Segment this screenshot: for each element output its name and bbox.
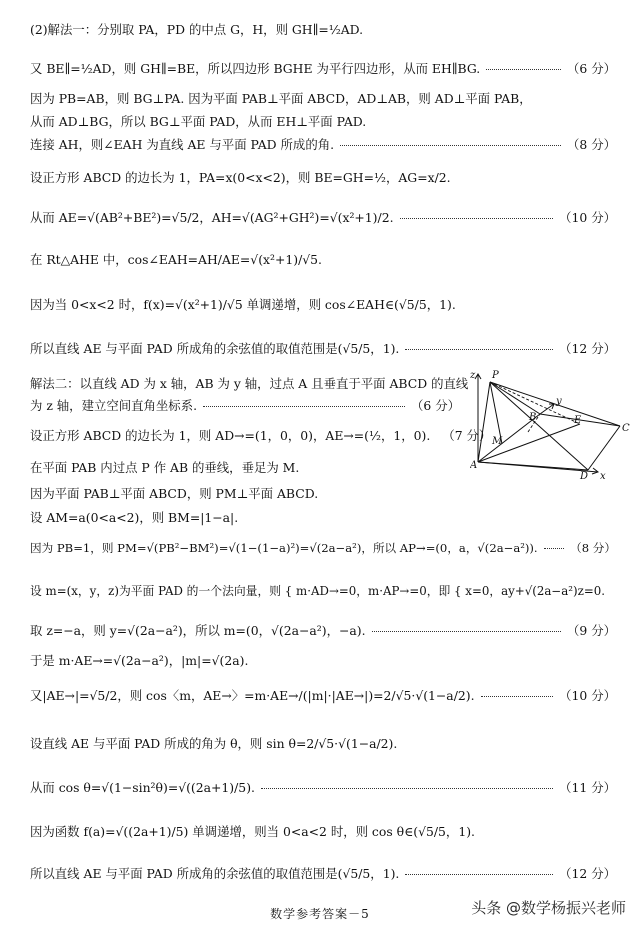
solution-line: 于是 m·AE→=√(2a−a²)，|m|=√(2a). bbox=[30, 653, 249, 668]
axis-label-z: z bbox=[470, 370, 476, 381]
score-label: （10 分） bbox=[559, 688, 616, 703]
solution-line: 又|AE→|=√5/2，则 cos〈m，AE→〉=m·AE→/(|m|·|AE→|)=2/√5·√(1−a/2). （10 分） bbox=[30, 688, 616, 703]
point-label-e: E bbox=[574, 415, 582, 426]
point-label-b: B bbox=[529, 412, 537, 423]
solution-line: 设直线 AE 与平面 PAD 所成的角为 θ，则 sin θ=2/√5·√(1−a/2). bbox=[30, 736, 398, 751]
solution-line: 设正方形 ABCD 的边长为 1，则 AD→=(1，0，0)，AE→=(½，1，0). （7 分） bbox=[30, 428, 492, 443]
solution-line: 因为 PB=AB，则 BG⊥PA. 因为平面 PAB⊥平面 ABCD，AD⊥AB，则 AD⊥平面 PAB， bbox=[30, 91, 532, 106]
score-label: （8 分） bbox=[567, 137, 616, 152]
score-label: （12 分） bbox=[559, 341, 616, 356]
score-label: （7 分） bbox=[442, 428, 492, 443]
axis-label-y: y bbox=[556, 396, 562, 407]
solution-line: 因为 PB=1，则 PM=√(PB²−BM²)=√(1−(1−a)²)=√(2a−a²)，所以 AP→=(0，a，√(2a−a²)). （8 分） bbox=[30, 541, 616, 555]
point-label-a: A bbox=[470, 460, 478, 471]
solution-line: 因为函数 f(a)=√((2a+1)/5) 单调递增，则当 0<a<2 时，则 cos θ∈(√5/5，1). bbox=[30, 824, 475, 839]
solution-line: (2)解法一：分别取 PA，PD 的中点 G，H，则 GH∥=½AD. bbox=[30, 22, 364, 37]
score-label: （6 分） bbox=[567, 61, 616, 76]
solution-line: 设 AM=a(0<a<2)，则 BM=|1−a|. bbox=[30, 510, 239, 525]
solution-line: 因为平面 PAB⊥平面 ABCD，则 PM⊥平面 ABCD. bbox=[30, 486, 319, 501]
solution-line: 因为当 0<x<2 时，f(x)=√(x²+1)/√5 单调递增，则 cos∠EAH∈(√5/5，1). bbox=[30, 297, 456, 312]
solution-line: 设正方形 ABCD 的边长为 1，PA=x(0<x<2)，则 BE=GH=½，AG=x/2. bbox=[30, 170, 451, 185]
score-label: （8 分） bbox=[570, 541, 616, 555]
solution-line: 设 m=(x，y，z)为平面 PAD 的一个法向量，则 { m·AD→=0，m·AP→=0，即 { x=0，ay+√(2a−a²)z=0. bbox=[30, 584, 605, 598]
geometry-figure bbox=[470, 368, 638, 480]
solution-line: 在 Rt△AHE 中，cos∠EAH=AH/AE=√(x²+1)/√5. bbox=[30, 252, 322, 267]
watermark: 头条 @数学杨振兴老师 bbox=[471, 899, 626, 917]
point-label-m: M bbox=[492, 436, 503, 447]
score-label: （10 分） bbox=[559, 210, 616, 225]
solution-line: 取 z=−a，则 y=√(2a−a²)，所以 m=(0，√(2a−a²)，−a). （9 分） bbox=[30, 623, 616, 638]
solution-line: 从而 AD⊥BG，所以 BG⊥平面 PAD，从而 EH⊥平面 PAD. bbox=[30, 114, 367, 129]
point-label-d: D bbox=[580, 471, 589, 480]
score-label: （12 分） bbox=[559, 866, 616, 881]
score-label: （11 分） bbox=[559, 780, 616, 795]
score-label: （6 分） bbox=[411, 398, 460, 413]
solution-line: 从而 AE=√(AB²+BE²)=√5/2，AH=√(AG²+GH²)=√(x²+1)/2. （10 分） bbox=[30, 210, 616, 225]
solution-line: 解法二：以直线 AD 为 x 轴，AB 为 y 轴，过点 A 且垂直于平面 ABCD 的直线 bbox=[30, 376, 469, 391]
solution-line: 连接 AH，则∠EAH 为直线 AE 与平面 PAD 所成的角. （8 分） bbox=[30, 137, 616, 152]
score-label: （9 分） bbox=[567, 623, 616, 638]
solution-line: 又 BE∥=½AD，则 GH∥=BE，所以四边形 BGHE 为平行四边形，从而 EH∥BG. （6 分） bbox=[30, 61, 616, 76]
solution-line: 为 z 轴，建立空间直角坐标系. （6 分） bbox=[30, 398, 460, 413]
solution-line: 所以直线 AE 与平面 PAD 所成角的余弦值的取值范围是(√5/5，1). （12 分） bbox=[30, 866, 616, 881]
solution-line: 在平面 PAB 内过点 P 作 AB 的垂线，垂足为 M. bbox=[30, 460, 300, 475]
page-footer: 数学参考答案－5 bbox=[270, 907, 370, 921]
point-label-p: P bbox=[492, 370, 499, 381]
solution-line: 所以直线 AE 与平面 PAD 所成角的余弦值的取值范围是(√5/5，1). （12 分） bbox=[30, 341, 616, 356]
point-label-c: C bbox=[622, 423, 630, 434]
axis-label-x: x bbox=[600, 471, 606, 480]
solution-line: 从而 cos θ=√(1−sin²θ)=√((2a+1)/5). （11 分） bbox=[30, 780, 616, 795]
